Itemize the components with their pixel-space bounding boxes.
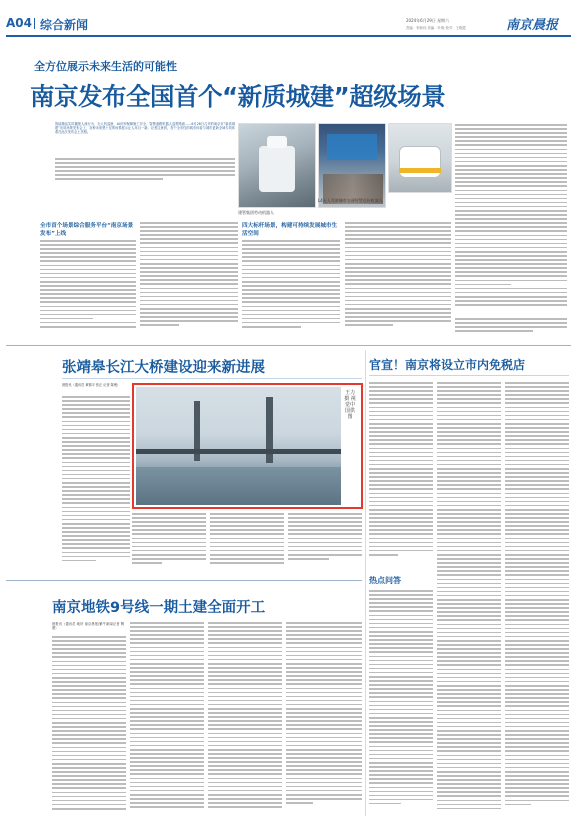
issue-date: 2024年6月29日 星期六 bbox=[406, 18, 450, 23]
bridge-col-4 bbox=[288, 513, 362, 571]
dutyfree-title-rule bbox=[369, 375, 569, 376]
section-name: 综合新闻 bbox=[40, 18, 89, 32]
lead-intro: 智能精品实时播报人流行为、无人机巡航、AI识别保障施工安全、智慧道路机器人巡察路面……6月28日召开的南京市“新质城建”应用场景发布会上，各种未来感十足的场景展示让人耳目一新。记者注意到，首个全市性的城市体检与城市更新全域专项体系在此次发布会上亮相。 bbox=[55, 122, 235, 135]
metro-byline: 晨报讯（通讯员 地轩 南京晨报/紫牛新闻记者 陶蕾） bbox=[52, 622, 124, 631]
caption-vehicle: L4无人驾驶城市交通智慧巡检机器人 bbox=[318, 198, 383, 203]
bridge-col-2 bbox=[132, 513, 206, 571]
photo-autonomous-vehicle bbox=[388, 123, 452, 193]
dutyfree-qa-heading: 热点问答 bbox=[369, 576, 401, 585]
photo-exhibition-hall bbox=[318, 123, 386, 208]
metro-title: 南京地铁9号线一期土建全面开工 bbox=[52, 600, 266, 616]
caption-robot: 建管集团劳动机器人 bbox=[238, 210, 274, 215]
bridge-water bbox=[136, 467, 341, 505]
dutyfree-col-2 bbox=[437, 382, 501, 815]
lead-subhead-2: 四大标杆场景，构建可持续发展城市生活空间 bbox=[242, 223, 338, 237]
bridge-byline: 晨报讯（通讯员 黄锦平 张正 记者 陈俊） bbox=[62, 383, 121, 387]
dutyfree-col-1b bbox=[369, 590, 433, 815]
robot-head bbox=[267, 136, 287, 148]
metro-col-1 bbox=[52, 636, 126, 814]
metro-col-2 bbox=[130, 622, 204, 814]
column-divider bbox=[365, 350, 366, 816]
bridge-bottom-rule bbox=[6, 580, 362, 581]
page-header bbox=[6, 8, 571, 34]
bridge-title: 张靖皋长江大桥建设迎来新进展 bbox=[62, 360, 265, 376]
bridge-col-1 bbox=[62, 396, 130, 571]
bridge-photo-caption: 王力 摄 视觉中国供图 bbox=[344, 390, 356, 420]
issue-editor: 责编：李新伟 美编：叶晓 校对：王晓霞 bbox=[406, 26, 466, 30]
photo-construction-robot bbox=[238, 123, 316, 208]
lead-kicker: 全方位展示未来生活的可能性 bbox=[34, 60, 177, 73]
lead-right-text bbox=[455, 124, 567, 312]
dutyfree-title: 官宣！南京将设立市内免税店 bbox=[369, 358, 526, 372]
lead-bottom-rule bbox=[6, 345, 571, 346]
header-rule bbox=[6, 35, 571, 37]
bridge-photo bbox=[136, 387, 341, 505]
dutyfree-col-1 bbox=[369, 382, 433, 572]
brand-logo: 南京晨报 bbox=[506, 18, 559, 33]
bridge-col-3 bbox=[210, 513, 284, 571]
lead-intro-cont bbox=[55, 158, 235, 196]
metro-col-4 bbox=[286, 622, 362, 814]
lead-col-5 bbox=[455, 318, 567, 342]
bridge-title-rule bbox=[62, 378, 362, 379]
page-number: A04 bbox=[6, 16, 32, 30]
vehicle-body bbox=[399, 146, 441, 178]
vehicle-stripe bbox=[399, 168, 441, 173]
hall-screen bbox=[327, 134, 377, 160]
dutyfree-col-3 bbox=[505, 382, 569, 815]
robot-shape bbox=[259, 146, 295, 192]
lead-col-1 bbox=[40, 240, 136, 336]
lead-col-3 bbox=[242, 240, 340, 336]
lead-col-4 bbox=[345, 222, 451, 336]
lead-title: 南京发布全国首个“新质城建”超级场景 bbox=[30, 82, 446, 111]
lead-subhead-1: 全市首个场景综合服务平台“南京场景发布”上线 bbox=[40, 223, 134, 237]
lead-col-2 bbox=[140, 222, 238, 336]
bridge-deck bbox=[136, 449, 341, 454]
metro-col-3 bbox=[208, 622, 282, 814]
page-number-divider bbox=[34, 18, 35, 29]
